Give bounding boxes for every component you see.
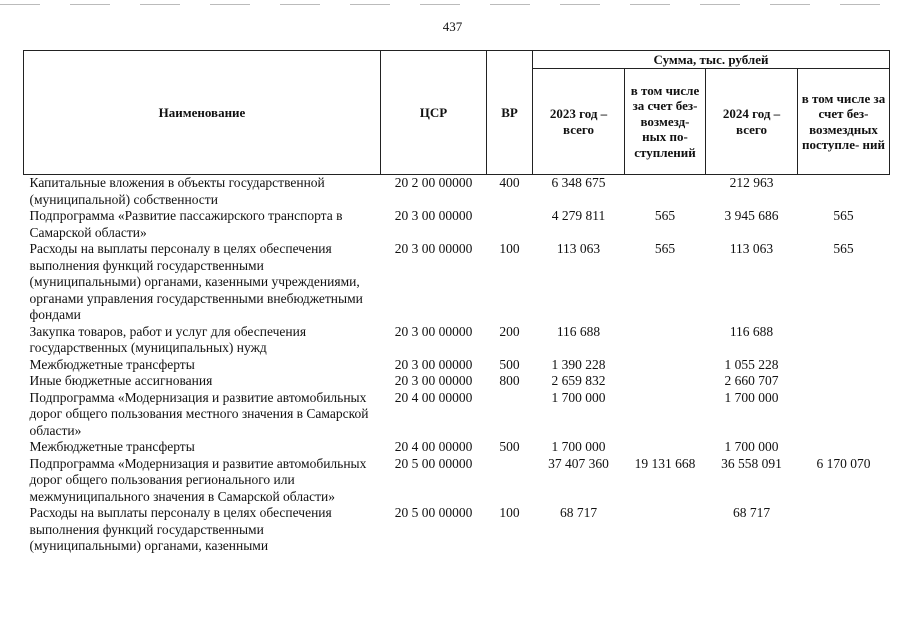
cell-2023-grants bbox=[625, 439, 706, 456]
header-name: Наименование bbox=[24, 51, 381, 175]
table-row bbox=[24, 439, 890, 456]
cell-2023-total: 68 717 bbox=[559, 505, 598, 520]
header-csr: ЦСР bbox=[381, 51, 487, 175]
cell-2024-total: 1 700 000 bbox=[724, 439, 779, 454]
page-top-rule bbox=[0, 4, 905, 5]
cell-2024-total: 1 055 228 bbox=[724, 356, 779, 372]
table-header bbox=[24, 51, 890, 175]
cell-vr: 500 bbox=[499, 439, 520, 454]
header-vr: ВР bbox=[487, 51, 533, 175]
cell-2024-grants bbox=[798, 324, 890, 357]
cell-2024-grants: 565 bbox=[833, 208, 854, 223]
cell-2023-grants bbox=[625, 390, 706, 440]
cell-vr bbox=[487, 456, 533, 506]
cell-2024-grants bbox=[798, 505, 890, 555]
cell-name: Подпрограмма «Модернизация и развитие автомобильных дорог общего пользования местного значения в Самарской области» bbox=[29, 389, 369, 438]
cell-name: Подпрограмма «Модернизация и развитие автомобильных дорог общего пользования регионального или межмуниципального значения в Самарской области» bbox=[29, 455, 367, 504]
header-2024-total: 2024 год – всего bbox=[706, 69, 798, 175]
cell-name: Расходы на выплаты персоналу в целях обеспечения выполнения функций государственными (муниципальными) органами, казенными учреждениями, органами управления государственными внебюджетными фондами bbox=[29, 241, 363, 322]
cell-2023-grants bbox=[625, 324, 706, 357]
cell-csr: 20 4 00 00000 bbox=[394, 389, 473, 405]
cell-name: Капитальные вложения в объекты государственной (муниципальной) собственности bbox=[29, 175, 325, 207]
cell-2024-total: 212 963 bbox=[729, 175, 774, 190]
cell-csr: 20 3 00 00000 bbox=[394, 241, 473, 256]
cell-2024-grants: 6 170 070 bbox=[816, 455, 871, 471]
cell-2024-grants bbox=[798, 175, 890, 209]
cell-2024-total: 2 660 707 bbox=[724, 373, 779, 388]
cell-2024-total: 116 688 bbox=[729, 323, 774, 339]
cell-csr: 20 2 00 00000 bbox=[394, 175, 473, 190]
cell-csr: 20 3 00 00000 bbox=[394, 356, 473, 372]
cell-2023-total: 116 688 bbox=[556, 323, 601, 339]
cell-2024-total: 113 063 bbox=[729, 241, 774, 256]
cell-csr: 20 3 00 00000 bbox=[394, 373, 473, 388]
header-2023-total: 2023 год – всего bbox=[533, 69, 625, 175]
cell-name: Иные бюджетные ассигнования bbox=[29, 373, 213, 388]
table-row bbox=[24, 208, 890, 241]
cell-vr: 400 bbox=[499, 175, 520, 190]
table-row bbox=[24, 241, 890, 324]
cell-2024-grants bbox=[798, 373, 890, 390]
table-row bbox=[24, 390, 890, 440]
page-number: 437 bbox=[442, 19, 463, 34]
cell-2024-total: 68 717 bbox=[732, 505, 771, 520]
cell-csr: 20 4 00 00000 bbox=[394, 439, 473, 454]
cell-2023-total: 1 700 000 bbox=[551, 439, 606, 454]
cell-2024-grants bbox=[798, 357, 890, 374]
table-body bbox=[24, 175, 890, 555]
cell-csr: 20 3 00 00000 bbox=[394, 323, 473, 339]
header-2024-grants: в том числе за счет без- возмездных поступле- ний bbox=[798, 69, 890, 175]
cell-2023-total: 113 063 bbox=[556, 241, 601, 256]
cell-name: Межбюджетные трансферты bbox=[29, 356, 195, 372]
cell-2023-grants: 565 bbox=[654, 241, 676, 256]
cell-csr: 20 5 00 00000 bbox=[394, 455, 473, 471]
cell-name: Межбюджетные трансферты bbox=[29, 439, 195, 454]
cell-2024-total: 1 700 000 bbox=[724, 389, 779, 405]
cell-2024-grants bbox=[798, 439, 890, 456]
cell-vr: 200 bbox=[499, 323, 520, 339]
cell-2023-total: 2 659 832 bbox=[551, 373, 606, 388]
cell-name: Подпрограмма «Развитие пассажирского транспорта в Самарской области» bbox=[29, 208, 343, 240]
cell-vr: 100 bbox=[499, 241, 520, 256]
cell-2023-grants bbox=[625, 505, 706, 555]
cell-2023-total: 6 348 675 bbox=[551, 175, 606, 190]
cell-2023-grants: 19 131 668 bbox=[634, 455, 696, 471]
cell-2023-total: 37 407 360 bbox=[548, 455, 609, 471]
cell-csr: 20 5 00 00000 bbox=[394, 505, 473, 520]
table-row bbox=[24, 456, 890, 506]
cell-2024-grants bbox=[798, 390, 890, 440]
table-row bbox=[24, 324, 890, 357]
cell-vr: 100 bbox=[499, 505, 520, 520]
cell-vr: 500 bbox=[499, 356, 520, 372]
cell-2023-total: 4 279 811 bbox=[551, 208, 606, 223]
table-row bbox=[24, 175, 890, 209]
cell-name: Закупка товаров, работ и услуг для обеспечения государственных (муниципальных) нужд bbox=[29, 323, 307, 355]
cell-2023-grants bbox=[625, 373, 706, 390]
table-row bbox=[24, 505, 890, 555]
cell-name: Расходы на выплаты персоналу в целях обеспечения выполнения функций государственными (муниципальными) органами, казенными bbox=[29, 505, 332, 553]
header-2023-grants: в том числе за счет без- возмезд- ных по- ступлений bbox=[625, 69, 706, 175]
cell-2023-grants bbox=[625, 175, 706, 209]
cell-2023-grants bbox=[625, 357, 706, 374]
table-row bbox=[24, 357, 890, 374]
header-sum-group: Сумма, тыс. рублей bbox=[533, 51, 890, 69]
cell-2024-grants: 565 bbox=[833, 241, 854, 256]
budget-table bbox=[23, 50, 890, 555]
cell-vr: 800 bbox=[499, 373, 520, 388]
cell-2023-grants: 565 bbox=[654, 208, 676, 223]
cell-vr bbox=[487, 208, 533, 241]
cell-vr bbox=[487, 390, 533, 440]
cell-2024-total: 3 945 686 bbox=[724, 208, 779, 223]
cell-2023-total: 1 390 228 bbox=[551, 356, 606, 372]
cell-csr: 20 3 00 00000 bbox=[394, 208, 473, 223]
cell-2024-total: 36 558 091 bbox=[721, 455, 782, 471]
table-row bbox=[24, 373, 890, 390]
cell-2023-total: 1 700 000 bbox=[551, 389, 606, 405]
